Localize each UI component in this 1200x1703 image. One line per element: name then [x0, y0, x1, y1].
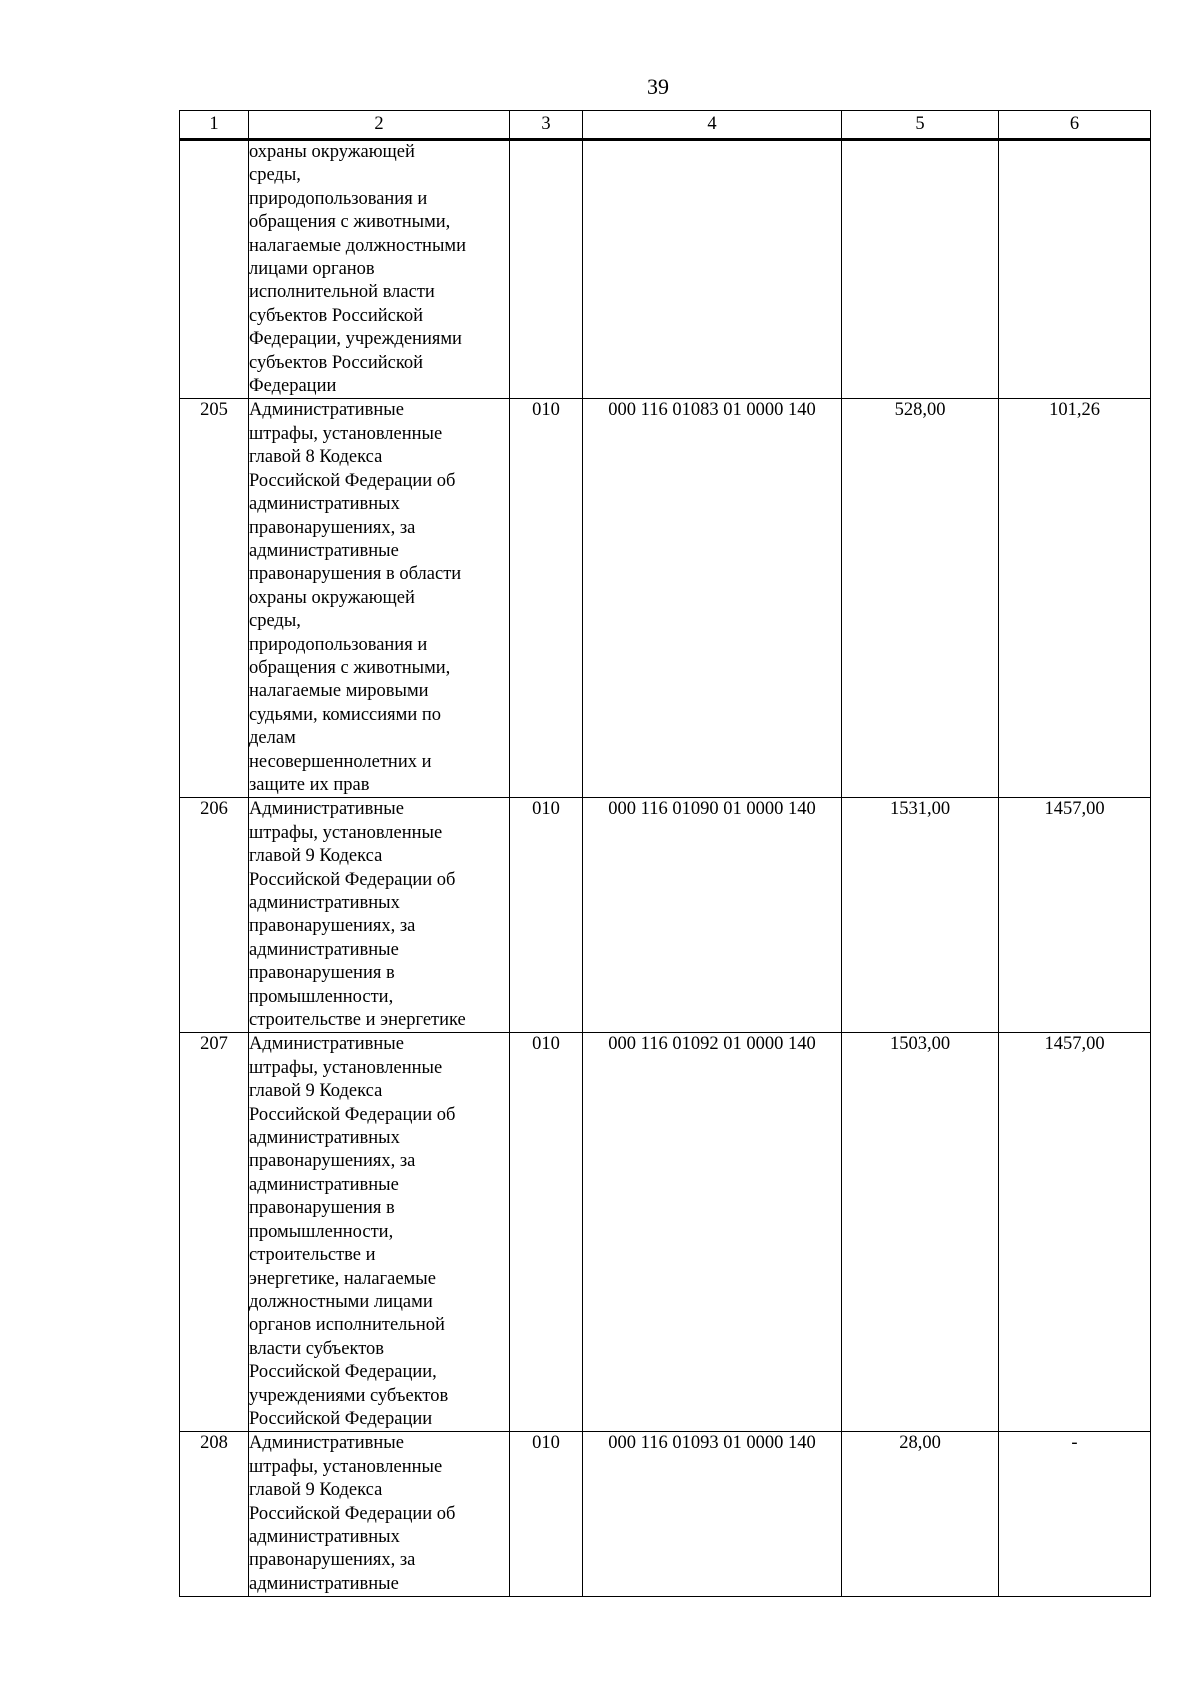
description-line: Российской Федерации об: [249, 1104, 456, 1125]
description-line: судьями, комиссиями по: [249, 704, 442, 725]
description-line: правонарушениях, за: [249, 1550, 416, 1571]
table-row: [180, 1432, 1151, 1597]
description-line: исполнительной власти: [249, 282, 435, 303]
table-header: [180, 111, 1151, 140]
admin-code: 010: [510, 1033, 583, 1432]
value-col5: [842, 140, 999, 399]
description-line: природопользования и: [249, 188, 428, 209]
description-line: правонарушения в: [249, 1198, 395, 1219]
description-line: строительстве и: [249, 1245, 376, 1266]
page-number: 39: [647, 74, 669, 99]
description-line: штрафы, установленные: [249, 1456, 443, 1477]
description-line: Федерации, учреждениями: [249, 329, 462, 350]
row-number: 205: [180, 399, 249, 798]
value-col6: 101,26: [999, 399, 1151, 798]
description-line: административные: [249, 939, 399, 960]
row-description: [249, 399, 510, 798]
description-line: промышленности,: [249, 1221, 394, 1242]
row-description: [249, 1033, 510, 1432]
description-line: Административные: [249, 1034, 404, 1055]
value-col6: -: [999, 1432, 1151, 1597]
description-line: главой 9 Кодекса: [249, 1081, 383, 1102]
description-line: Федерации: [249, 376, 337, 397]
description-line: правонарушениях, за: [249, 916, 416, 937]
description-line: административных: [249, 494, 400, 515]
description-line: административные: [249, 1573, 399, 1594]
description-line: административные: [249, 540, 399, 561]
table-row: [180, 1033, 1151, 1432]
description-line: штрафы, установленные: [249, 822, 443, 843]
description-line: обращения с животными,: [249, 657, 451, 678]
description-line: Административные: [249, 1433, 404, 1454]
description-line: главой 8 Кодекса: [249, 447, 383, 468]
row-description: [249, 798, 510, 1033]
description-line: правонарушениях, за: [249, 1151, 416, 1172]
description-line: среды,: [249, 165, 301, 186]
description-line: субъектов Российской: [249, 305, 424, 326]
description-line: административных: [249, 893, 400, 913]
header-cell-4: 4: [583, 111, 842, 140]
budget-code: 000 116 01093 01 0000 140: [583, 1432, 842, 1597]
budget-code: 000 116 01090 01 0000 140: [583, 798, 842, 1033]
budget-code: [583, 140, 842, 399]
description-line: учреждениями субъектов: [249, 1385, 449, 1406]
header-row: [180, 111, 1151, 140]
description-line: промышленности,: [249, 986, 394, 1007]
description-line: защите их прав: [249, 774, 370, 795]
row-number: 207: [180, 1033, 249, 1432]
admin-code: 010: [510, 1432, 583, 1597]
value-col6: 1457,00: [999, 798, 1151, 1033]
description-line: делам: [249, 728, 296, 749]
row-number: 206: [180, 798, 249, 1033]
row-number: 208: [180, 1432, 249, 1597]
header-cell-3: 3: [510, 111, 583, 140]
description-line: несовершеннолетних и: [249, 751, 432, 772]
header-cell-1: 1: [180, 111, 249, 140]
description-line: охраны окружающей: [249, 587, 415, 608]
admin-code: 010: [510, 798, 583, 1033]
header-cell-5: 5: [842, 111, 999, 140]
budget-code: 000 116 01083 01 0000 140: [583, 399, 842, 798]
description-line: Российской Федерации об: [249, 470, 456, 491]
value-col5: 528,00: [842, 399, 999, 798]
header-cell-2: 2: [249, 111, 510, 140]
row-description: [249, 1432, 510, 1597]
description-line: административных: [249, 1128, 400, 1149]
description-line: лицами органов: [249, 259, 375, 280]
description-line: налагаемые должностными: [249, 235, 466, 256]
description-line: Российской Федерации: [249, 1408, 433, 1429]
description-line: власти субъектов: [249, 1338, 385, 1359]
description-line: административных: [249, 1526, 400, 1547]
description-line: главой 9 Кодекса: [249, 1480, 383, 1501]
table-row: [180, 798, 1151, 1033]
description-line: строительстве и энергетике: [249, 1010, 466, 1031]
budget-table: [179, 110, 1151, 1597]
description-line: Российской Федерации об: [249, 1503, 456, 1524]
row-number: [180, 140, 249, 399]
description-line: правонарушения в: [249, 963, 395, 984]
description-line: налагаемые мировыми: [249, 681, 429, 702]
description-line: должностными лицами: [249, 1291, 433, 1312]
description-line: правонарушения в области: [249, 564, 462, 585]
description-line: энергетике, налагаемые: [249, 1268, 436, 1289]
description-line: органов исполнительной: [249, 1315, 445, 1336]
value-col6: 1457,00: [999, 1033, 1151, 1432]
value-col5: 1503,00: [842, 1033, 999, 1432]
value-col6: [999, 140, 1151, 399]
admin-code: 010: [510, 399, 583, 798]
header-cell-6: 6: [999, 111, 1151, 140]
table-row: [180, 140, 1151, 399]
budget-code: 000 116 01092 01 0000 140: [583, 1033, 842, 1432]
admin-code: [510, 140, 583, 399]
description-line: штрафы, установленные: [249, 1057, 443, 1078]
description-line: Российской Федерации об: [249, 869, 456, 890]
row-description: [249, 140, 510, 399]
description-line: главой 9 Кодекса: [249, 846, 383, 867]
description-line: Административные: [249, 799, 404, 820]
description-line: обращения с животными,: [249, 212, 451, 233]
description-line: среды,: [249, 611, 301, 632]
table-row: [180, 399, 1151, 798]
description-line: Российской Федерации,: [249, 1362, 437, 1383]
description-line: природопользования и: [249, 634, 428, 655]
table-body: [180, 140, 1151, 1597]
value-col5: 28,00: [842, 1432, 999, 1597]
description-line: правонарушениях, за: [249, 517, 416, 538]
description-line: Административные: [249, 400, 404, 421]
description-line: субъектов Российской: [249, 352, 424, 373]
description-line: охраны окружающей: [249, 142, 415, 162]
value-col5: 1531,00: [842, 798, 999, 1033]
description-line: административные: [249, 1174, 399, 1195]
description-line: штрафы, установленные: [249, 423, 443, 444]
